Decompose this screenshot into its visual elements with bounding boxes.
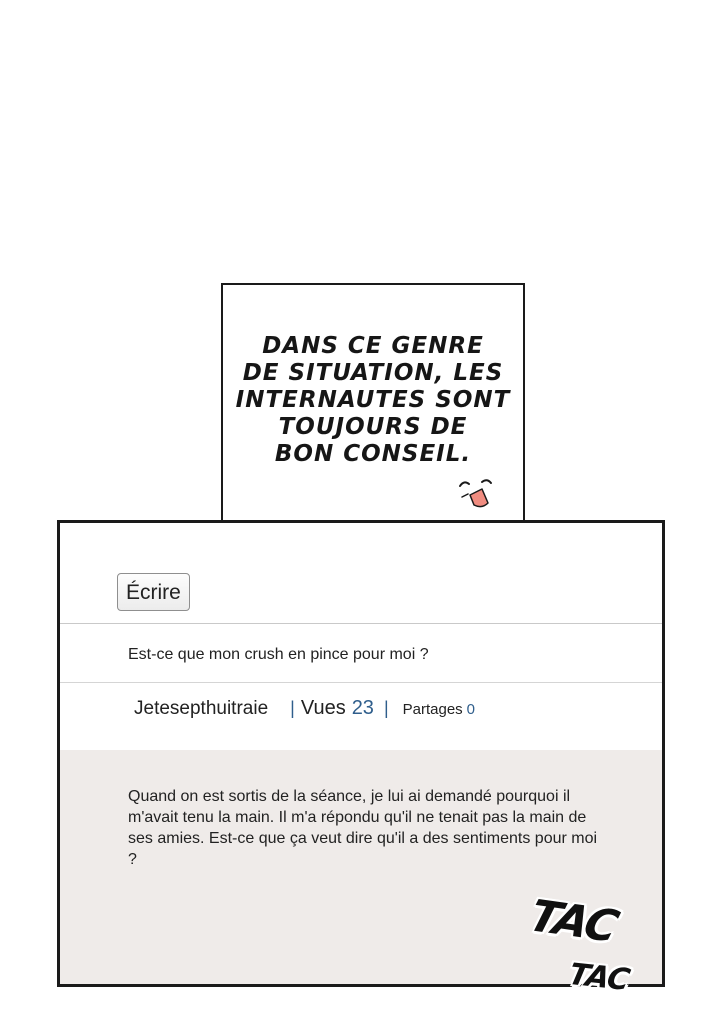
author-name[interactable]: Jetesepthuitraie [134, 698, 269, 719]
divider [60, 623, 662, 624]
meta-separator: | [290, 698, 295, 718]
caption-text: DANS CE GENRE DE SITUATION, LES INTERNAUTES SONT TOUJOURS DE BON CONSEIL. [235, 333, 511, 467]
post-body-area [60, 750, 662, 984]
shares-label: Partages [402, 701, 463, 718]
views-count: 23 [351, 697, 374, 719]
write-button[interactable]: Écrire [117, 573, 190, 611]
meta-separator: | [383, 698, 389, 718]
divider [60, 682, 662, 683]
shares-count: 0 [466, 701, 476, 718]
sound-effect-tac: TAC [523, 890, 623, 953]
post-body-text: Quand on est sortis de la séance, je lui ai demandé pourquoi il m'avait tenu la main. Il m'a répondu qu'il ne tenait pas la main de ses amies. Est-ce que ça veut dire qu'il a des sentiments pour moi ? [128, 788, 598, 868]
post-meta-row [134, 697, 475, 720]
question-title[interactable]: Est-ce que mon crush en pince pour moi ? [128, 646, 429, 663]
caption-box [221, 283, 525, 528]
views-label: Vues [300, 697, 346, 719]
blush-face-icon [456, 477, 496, 511]
sound-effect-tac: TAC [565, 957, 632, 998]
